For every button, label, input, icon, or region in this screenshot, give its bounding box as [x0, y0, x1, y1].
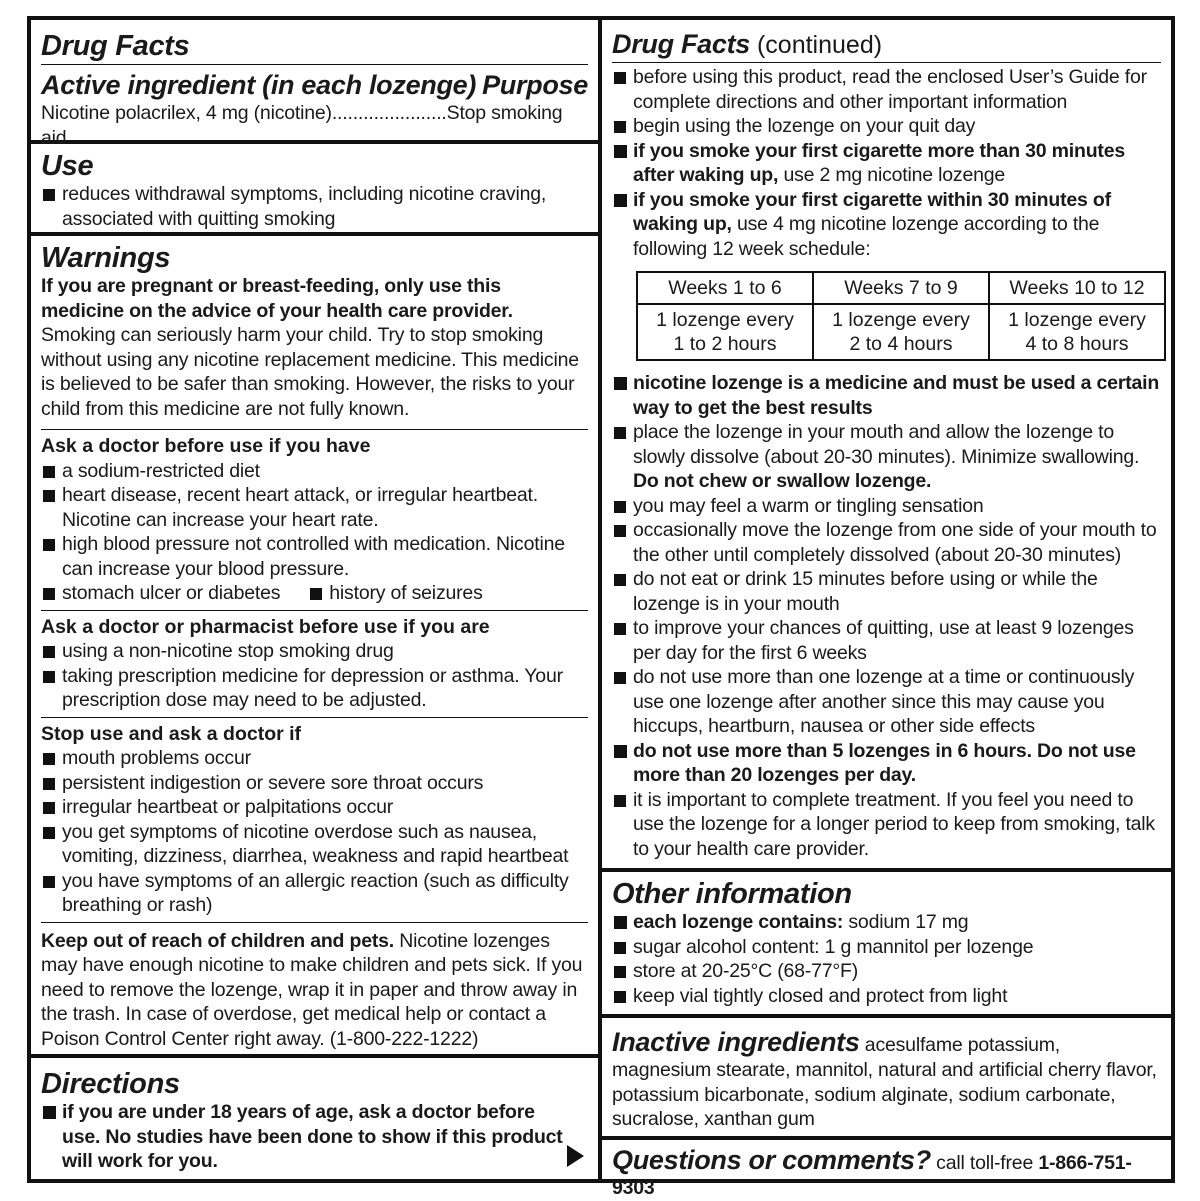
stop-use-block [41, 717, 588, 922]
dosing-schedule-table [636, 271, 1166, 361]
other-information-section [602, 872, 1171, 1018]
table-cell: 1 lozenge every 1 to 2 hours [637, 304, 813, 360]
warnings-heading: Warnings [41, 242, 171, 274]
list-item: taking prescription medicine for depression or asthma. Your prescription dose may need to be adjusted. [41, 664, 588, 713]
active-ingredient-section [31, 20, 598, 149]
list-item [612, 188, 1161, 262]
active-ingredient-line: Nicotine polacrilex, 4 mg (nicotine)......................Stop smoking aid [41, 102, 563, 149]
keep-out-text: Nicotine lozenges may have enough nicotine to make children and pets sick. If you need to remove the lozenge, wrap it in paper and throw away in the trash. In case of overdose, get medical help or contact a Poison Control Center right away. (1-800-222-1222) [41, 929, 583, 1050]
other-information-heading: Other information [612, 878, 852, 910]
pregnancy-warning-bold: If you are pregnant or breast-feeding, only use this medicine on the advice of your health care provider. [41, 275, 513, 322]
inactive-ingredients-heading: Inactive ingredients [612, 1027, 860, 1057]
directions-heading: Directions [41, 1068, 180, 1100]
list-item: stomach ulcer or diabetes [41, 581, 280, 606]
questions-text: call toll-free [930, 1152, 1039, 1174]
table-header-row [637, 272, 1165, 304]
item-bold-text: if you smoke your first cigarette more than 30 minutes after waking up, [633, 139, 1126, 186]
purpose-heading: Purpose [482, 70, 588, 100]
list-item: sugar alcohol content: 1 g mannitol per lozenge [612, 935, 1161, 960]
pregnancy-warning [41, 274, 588, 429]
table-header-cell: Weeks 7 to 9 [813, 272, 989, 304]
table-header-cell: Weeks 1 to 6 [637, 272, 813, 304]
list-item: begin using the lozenge on your quit day [612, 114, 1161, 139]
list-item [612, 139, 1161, 188]
list-item: occasionally move the lozenge from one side of your mouth to the other until completely dissolved (about 20-30 minutes) [612, 518, 1161, 567]
ask-pharmacist-block [41, 610, 588, 717]
list-item: do not eat or drink 15 minutes before using or while the lozenge is in your mouth [612, 567, 1161, 616]
active-ingredient-heading-row [41, 69, 588, 101]
list-item: do not use more than 5 lozenges in 6 hours. Do not use more than 20 lozenges per day. [612, 739, 1161, 788]
stop-use-heading: Stop use and ask a doctor if [41, 722, 302, 745]
list-item: irregular heartbeat or palpitations occur [41, 795, 588, 820]
inactive-ingredients-section [602, 1018, 1171, 1140]
active-ingredient-heading: Active ingredient (in each lozenge) [41, 70, 477, 100]
pregnancy-warning-text: Smoking can seriously harm your child. Try to stop smoking without using any nicotine replacement medicine. This medicine is believed to be safer than smoking. However, the risks to your child from this medicine are not fully known. [41, 324, 579, 420]
list-item: before using this product, read the enclosed User’s Guide for complete directions and other important information [612, 65, 1161, 114]
list-item: you may feel a warm or tingling sensation [612, 494, 1161, 519]
list-item [612, 910, 1161, 935]
directions-section [31, 1058, 598, 1179]
item-text: place the lozenge in your mouth and allow the lozenge to slowly dissolve (about 20-30 minutes). Minimize swallowing. [633, 421, 1140, 468]
list-item: persistent indigestion or severe sore throat occurs [41, 771, 588, 796]
drug-facts-title: Drug Facts [41, 30, 588, 65]
item-text: sodium 17 mg [843, 911, 969, 933]
directions-item: if you are under 18 years of age, ask a doctor before use. No studies have been done to show if this product will work for you. [41, 1100, 588, 1174]
ask-pharmacist-heading: Ask a doctor or pharmacist before use if you are [41, 615, 490, 638]
keep-out-of-reach-warning [41, 922, 588, 1052]
list-item: it is important to complete treatment. If you feel you need to use the lozenge for a longer period to keep from smoking, talk to your health care provider. [612, 788, 1161, 862]
table-cell: 1 lozenge every 4 to 8 hours [989, 304, 1165, 360]
list-item: you get symptoms of nicotine overdose such as nausea, vomiting, dizziness, diarrhea, weakness and rapid heartbeat [41, 820, 588, 869]
list-item: store at 20-25°C (68-77°F) [612, 959, 1161, 984]
continue-arrow-icon [567, 1145, 584, 1167]
continued-suffix: (continued) [750, 31, 883, 59]
keep-out-bold: Keep out of reach of children and pets. [41, 929, 394, 952]
item-bold-text: if you smoke your first cigarette within 30 minutes of waking up, [633, 188, 1111, 235]
questions-section [602, 1140, 1171, 1199]
list-item: nicotine lozenge is a medicine and must be used a certain way to get the best results [612, 371, 1161, 420]
ask-doctor-block [41, 429, 588, 610]
list-item: history of seizures [308, 581, 482, 606]
item-bold-text: Do not chew or swallow lozenge. [633, 470, 932, 492]
ask-doctor-pair-row [41, 581, 588, 606]
list-item: heart disease, recent heart attack, or irregular heartbeat. Nicotine can increase your heart rate. [41, 483, 588, 532]
continued-title-row [612, 28, 1161, 63]
table-cell: 1 lozenge every 2 to 4 hours [813, 304, 989, 360]
inactive-ingredients-list: acesulfame potassium, magnesium stearate, mannitol, natural and artificial cherry flavor, potassium bicarbonate, sodium alginate, sodium carbonate, sucralose, xanthan gum [612, 1034, 1157, 1130]
table-header-cell: Weeks 10 to 12 [989, 272, 1165, 304]
questions-heading: Questions or comments? [612, 1145, 931, 1175]
list-item: to improve your chances of quitting, use at least 9 lozenges per day for the first 6 weeks [612, 616, 1161, 665]
list-item: do not use more than one lozenge at a time or continuously use one lozenge after another since this may cause you hiccups, heartburn, nausea or other side effects [612, 665, 1161, 739]
drug-facts-right-panel [598, 16, 1175, 1199]
list-item: high blood pressure not controlled with medication. Nicotine can increase your blood pressure. [41, 532, 588, 581]
use-item: reduces withdrawal symptoms, including nicotine craving, associated with quitting smoking [41, 182, 588, 231]
list-item: using a non-nicotine stop smoking drug [41, 639, 588, 664]
ask-doctor-heading: Ask a doctor before use if you have [41, 435, 371, 457]
drug-facts-left-panel [27, 16, 602, 1183]
drug-facts-continued-title: Drug Facts [612, 29, 751, 59]
list-item: keep vial tightly closed and protect from light [612, 984, 1161, 1009]
list-item: mouth problems occur [41, 746, 588, 771]
list-item: you have symptoms of an allergic reaction (such as difficulty breathing or rash) [41, 869, 588, 918]
item-text: use 4 mg nicotine lozenge according to the following 12 week schedule: [633, 213, 1100, 260]
phone-number: 1-866-751-9303 [612, 1152, 1132, 1199]
item-text: use 2 mg nicotine lozenge [778, 164, 1006, 186]
warnings-section [31, 236, 598, 1058]
use-heading: Use [41, 150, 94, 182]
list-item: a sodium-restricted diet [41, 459, 588, 484]
use-section [31, 144, 598, 236]
table-row [637, 304, 1165, 360]
list-item [612, 420, 1161, 494]
item-bold-text: each lozenge contains: [633, 911, 844, 933]
inactive-ingredients-text [612, 1026, 1161, 1132]
directions-continued-section [602, 20, 1171, 872]
